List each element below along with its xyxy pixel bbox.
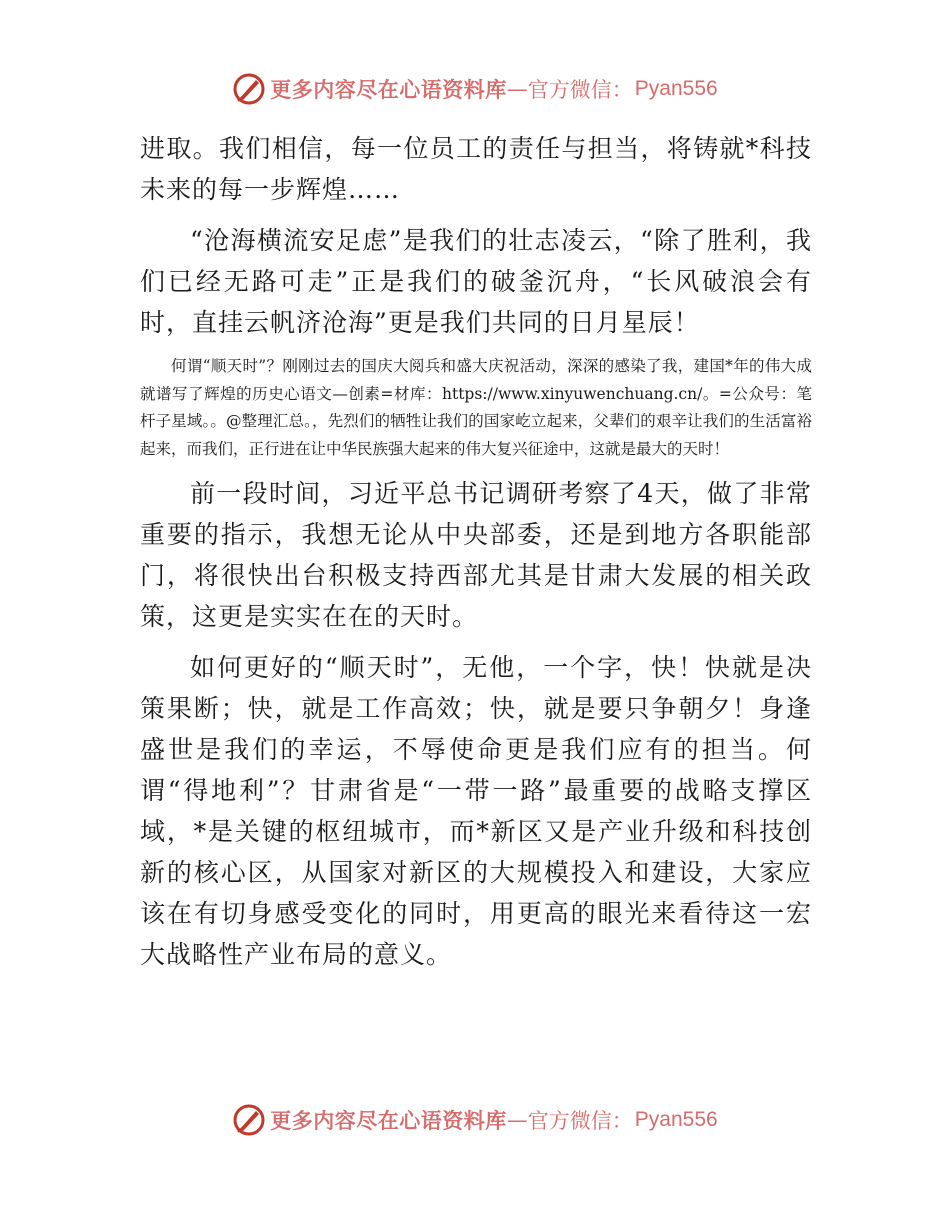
paragraph-4: 前一段时间，习近平总书记调研考察了4天，做了非常重要的指示，我想无论从中央部委，还是到地方各职能部门，将很快出台积极支持西部尤其是甘肃大发展的相关政策，这更是实实在在的天时。 — [140, 479, 812, 631]
document-body — [140, 128, 812, 975]
watermark-wechat-label: 官方微信： — [527, 78, 633, 102]
pen-logo-icon — [232, 1103, 266, 1137]
watermark-wechat-id: Pyan556 — [634, 77, 718, 100]
watermark-site-text: 更多内容尽在心语资料库 — [270, 1109, 507, 1133]
watermark-wechat-label: 官方微信： — [527, 1109, 633, 1133]
paragraph-3-small: 何谓“顺天时”？刚刚过去的国庆大阅兵和盛大庆祝活动，深深的感染了我，建国*年的伟大成就谱写了辉煌的历史心语文—创素=材库：https://www.xinyuwenchuang.cn/。=公众号：笔杆子星域。。@整理汇总。，先烈们的牺牲让我们的国家屹立起来，父辈们的艰辛让我们的生活富裕起来，而我们，正行进在让中华民族强大起来的伟大复兴征途中，这就是最大的天时！ — [140, 357, 812, 458]
watermark-site-text: 更多内容尽在心语资料库 — [270, 78, 507, 102]
pen-logo-icon — [232, 72, 266, 106]
paragraph-2: “沧海横流安足虑”是我们的壮志凌云，“除了胜利，我们已经无路可走”正是我们的破釜沉舟，“长风破浪会有时，直挂云帆济沧海”更是我们共同的日月星辰！ — [140, 226, 812, 337]
header-watermark — [0, 72, 950, 106]
watermark-dash: — — [506, 77, 528, 101]
watermark-dash: — — [506, 1108, 528, 1132]
paragraph-1: 进取。我们相信，每一位员工的责任与担当，将铸就*科技未来的每一步辉煌…… — [140, 134, 812, 204]
paragraph-5: 如何更好的“顺天时”，无他，一个字，快！快就是决策果断；快，就是工作高效；快，就是要只争朝夕！身逢盛世是我们的幸运，不辱使命更是我们应有的担当。何谓“得地利”？甘肃省是“一带一路”最重要的战略支撑区域，*是关键的枢纽城市，而*新区又是产业升级和科技创新的核心区，从国家对新区的大规模投入和建设，大家应该在有切身感受变化的同时，用更高的眼光来看待这一宏大战略性产业布局的意义。 — [140, 653, 812, 969]
watermark-wechat-id: Pyan556 — [634, 1108, 718, 1131]
footer-watermark — [0, 1103, 950, 1137]
